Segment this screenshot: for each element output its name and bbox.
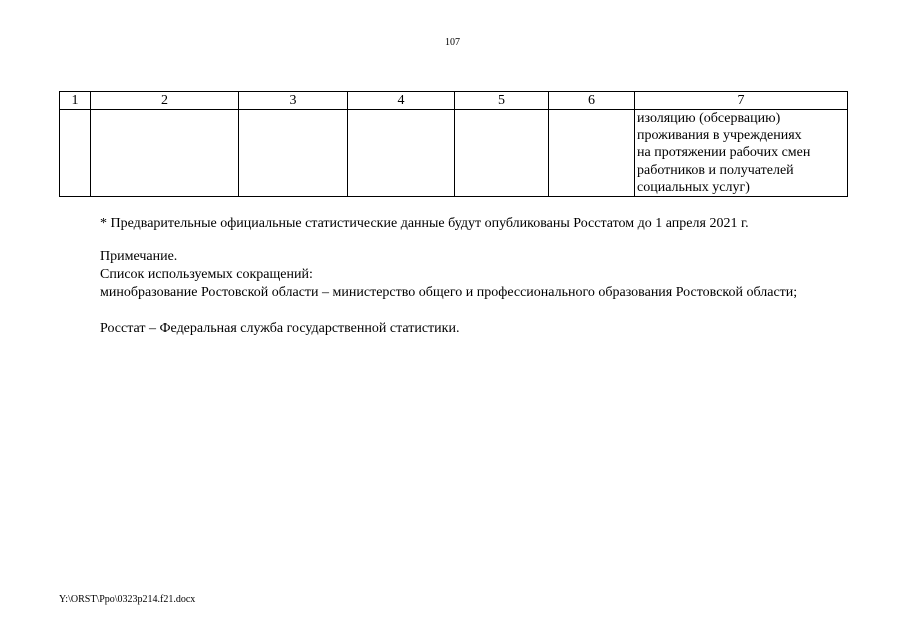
column-header-4: 4	[348, 92, 455, 110]
cell-7-line: социальных услуг)	[637, 179, 750, 195]
data-table	[59, 91, 848, 197]
table-header-row	[60, 92, 848, 110]
column-header-5: 5	[455, 92, 549, 110]
cell-7-line: изоляцию (обсервацию)	[637, 111, 781, 126]
table-cell-2	[91, 110, 239, 197]
abbreviation-item: минобразование Ростовской области – министерство общего и профессионального образования Ростовской области;	[100, 285, 798, 300]
column-header-1: 1	[60, 92, 91, 110]
page-number: 107	[445, 37, 460, 48]
footnote: * Предварительные официальные статистические данные будут опубликованы Росстатом до 1 апреля 2021 г.	[100, 216, 749, 231]
abbreviation-item: Росстат – Федеральная служба государственной статистики.	[100, 321, 460, 336]
cell-7-line: на протяжении рабочих смен	[637, 145, 811, 161]
cell-7-line: работников и получателей	[637, 162, 794, 178]
table-cell-1	[60, 110, 91, 197]
abbreviations-title: Список используемых сокращений:	[100, 267, 313, 282]
column-header-2: 2	[91, 92, 239, 110]
table-cell-5	[455, 110, 549, 197]
table-cell-4	[348, 110, 455, 197]
table-row	[60, 110, 848, 197]
table-cell-7	[635, 110, 848, 197]
column-header-7: 7	[635, 92, 848, 110]
table-cell-6	[549, 110, 635, 197]
note-title: Примечание.	[100, 249, 178, 264]
cell-7-line: проживания в учреждениях	[637, 128, 802, 144]
table-cell-3	[239, 110, 348, 197]
column-header-3: 3	[239, 92, 348, 110]
file-path: Y:\ORST\Ppo\0323p214.f21.docx	[59, 594, 196, 605]
column-header-6: 6	[549, 92, 635, 110]
